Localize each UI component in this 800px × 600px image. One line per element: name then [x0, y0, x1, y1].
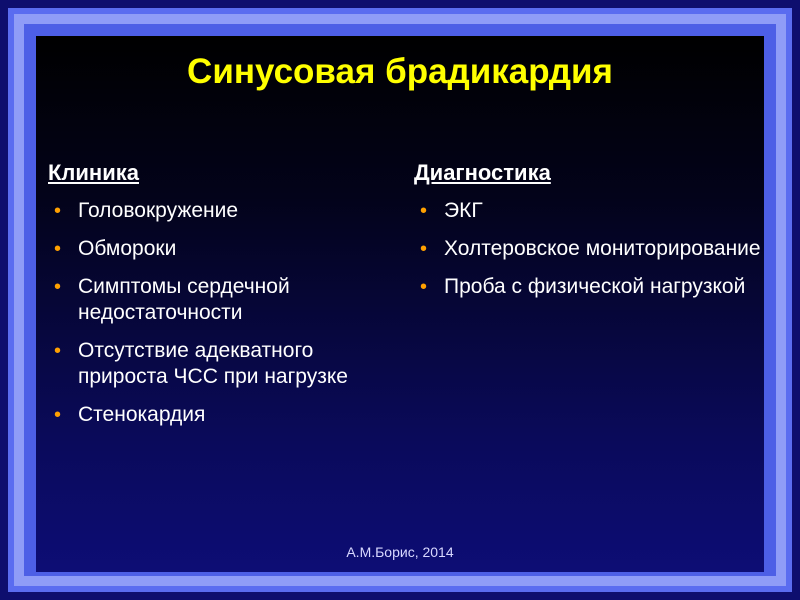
list-item	[48, 236, 398, 262]
list-item	[414, 236, 774, 262]
bullet-icon: •	[54, 238, 62, 260]
list-item	[414, 198, 774, 224]
list-item-text: Обмороки	[78, 237, 177, 260]
list-item-text: Холтеровское мониторирование	[444, 237, 761, 260]
clinic-list	[48, 198, 398, 428]
list-item-text: Проба с физической нагрузкой	[444, 275, 746, 298]
list-item	[48, 198, 398, 224]
bullet-icon: •	[54, 340, 62, 362]
bullet-icon: •	[54, 276, 62, 298]
clinic-heading: Клиника	[48, 160, 139, 185]
clinic-column	[48, 160, 398, 440]
list-item-text: Стенокардия	[78, 403, 206, 426]
bullet-icon: •	[54, 200, 62, 222]
slide-title: Синусовая брадикардия	[187, 52, 613, 91]
list-item	[414, 274, 774, 300]
list-item-text: Головокружение	[78, 199, 239, 222]
bullet-icon: •	[420, 238, 428, 260]
list-item-text: Отсутствие адекватного прироста ЧСС при нагрузке	[78, 339, 348, 388]
slide-footer: А.М.Борис, 2014	[346, 544, 454, 560]
bullet-icon: •	[420, 276, 428, 298]
list-item	[48, 402, 398, 428]
bullet-icon: •	[420, 200, 428, 222]
list-item-text: ЭКГ	[444, 199, 483, 222]
list-item	[48, 338, 398, 390]
diagnostics-list	[414, 198, 774, 300]
diagnostics-heading: Диагностика	[414, 160, 551, 185]
bullet-icon: •	[54, 404, 62, 426]
list-item	[48, 274, 398, 326]
list-item-text: Симптомы сердечной недостаточности	[78, 275, 290, 324]
diagnostics-column	[414, 160, 774, 312]
